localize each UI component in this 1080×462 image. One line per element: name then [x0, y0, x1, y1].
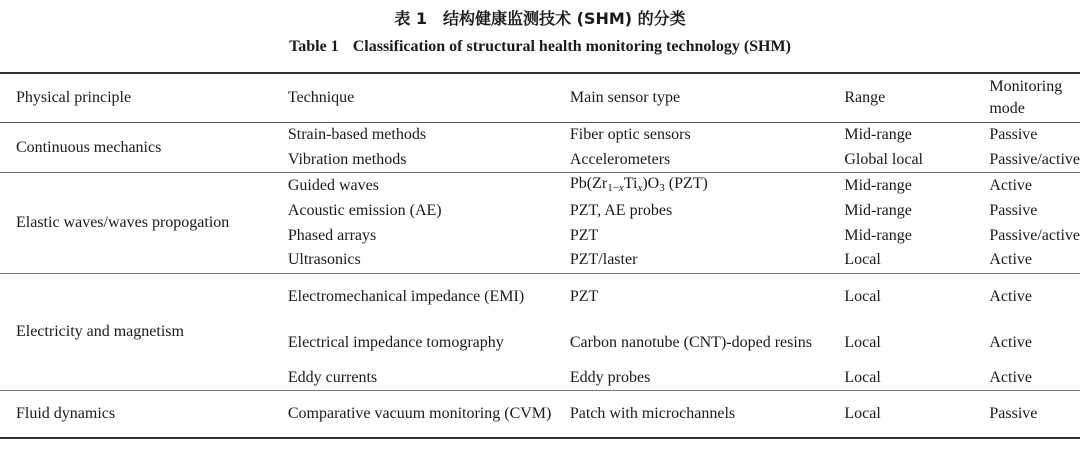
sensor-cell: Patch with microchannels: [552, 391, 826, 439]
technique-cell: Guided waves: [270, 173, 552, 200]
mode-cell: Active: [989, 251, 1033, 269]
sensor-cell: PZT/laster: [569, 251, 638, 269]
sensor-cell-pzt-formula: $Pb(Zr_{1-x}Ti_x)O_3$ (PZT): [552, 173, 826, 200]
technique-cell: Vibration methods: [287, 150, 407, 168]
technique-cell: Comparative vacuum monitoring (CVM): [270, 391, 552, 439]
mode-cell: Active: [989, 333, 1033, 351]
physical-principle-cell: Elastic waves/waves propogation: [0, 173, 270, 274]
technique-cell: Strain-based methods: [270, 123, 552, 148]
table-header-row: [0, 73, 1080, 123]
sensor-cell: Fiber optic sensors: [552, 123, 826, 148]
sensor-cell: Eddy probes: [569, 368, 651, 386]
technique-cell: Electromechanical impedance (EMI): [270, 273, 552, 320]
table-row: [0, 123, 1080, 148]
range-cell: Mid-range: [826, 173, 971, 200]
range-cell: Local: [844, 368, 881, 386]
sensor-cell: PZT: [552, 273, 826, 320]
mode-cell: Passive: [971, 123, 1080, 148]
sensor-cell: Accelerometers: [569, 150, 671, 168]
sensor-cell: Carbon nanotube (CNT)-doped resins: [569, 333, 813, 351]
technique-cell: Phased arrays: [287, 226, 377, 244]
mode-cell: Passive: [971, 391, 1080, 439]
mode-cell: Passive: [989, 202, 1038, 220]
header-range: Range: [826, 73, 971, 123]
range-cell: Local: [844, 333, 881, 351]
header-main-sensor-type: Main sensor type: [552, 73, 826, 123]
range-cell: Global local: [844, 150, 923, 168]
table-caption-english: [0, 38, 1080, 56]
physical-principle-cell: Continuous mechanics: [0, 123, 270, 173]
range-cell: Local: [826, 273, 971, 320]
header-physical-principle: Physical principle: [0, 73, 270, 123]
table-caption-chinese: 表 1 结构健康监测技术 (SHM) 的分类: [394, 9, 686, 28]
mode-cell: Active: [971, 173, 1080, 200]
sensor-cell: PZT, AE probes: [569, 202, 673, 220]
technique-cell: Acoustic emission (AE): [287, 202, 442, 220]
mode-cell: Passive/active: [989, 226, 1080, 244]
technique-cell: Electrical impedance tomography: [287, 333, 504, 351]
physical-principle-cell: Electricity and magnetism: [0, 273, 270, 391]
shm-classification-table: [0, 72, 1080, 439]
range-cell: Local: [844, 251, 881, 269]
range-cell: Mid-range: [826, 123, 971, 148]
table-number: Table 1: [289, 38, 339, 55]
technique-cell: Ultrasonics: [287, 251, 361, 269]
mode-cell: Passive/active: [989, 150, 1080, 168]
header-technique: Technique: [270, 73, 552, 123]
table-title: Classification of structural health monitoring technology (SHM): [352, 38, 791, 55]
range-cell: Mid-range: [844, 226, 912, 244]
table-row: [0, 391, 1080, 439]
table-row: [0, 273, 1080, 320]
table-row: [0, 173, 1080, 200]
range-cell: Mid-range: [844, 202, 912, 220]
physical-principle-cell: Fluid dynamics: [0, 391, 270, 439]
mode-cell: Active: [971, 273, 1080, 320]
technique-cell: Eddy currents: [287, 368, 378, 386]
range-cell: Local: [826, 391, 971, 439]
header-monitoring-mode: Monitoring mode: [971, 73, 1080, 123]
sensor-cell: PZT: [569, 226, 599, 244]
mode-cell: Active: [989, 368, 1033, 386]
